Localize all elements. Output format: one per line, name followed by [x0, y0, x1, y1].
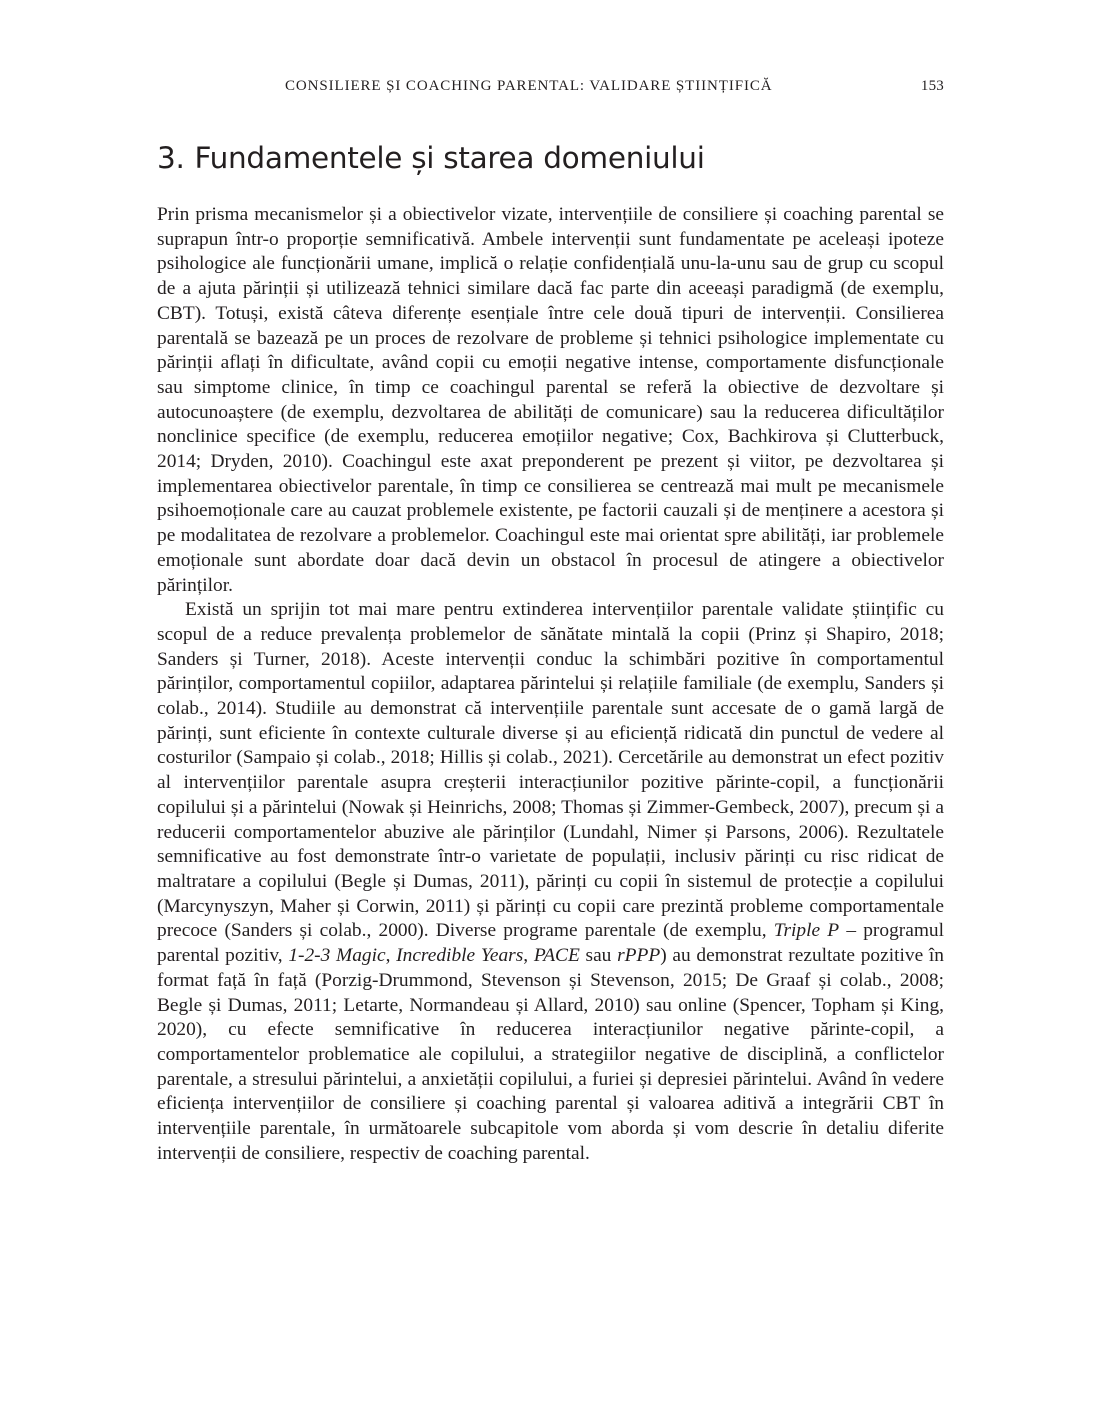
paragraph-2 [157, 598, 944, 1166]
program-rppp: rPPP [617, 945, 661, 967]
body-text [157, 203, 944, 1166]
separator-1: , [385, 945, 397, 967]
paragraph-1: Prin prisma mecanismelor și a obiectivelor vizate, intervențiile de consiliere și coaching parental se suprapun într-o proporție semnificativă. Ambele intervenții sunt fundamentate pe aceleași ipoteze psihologice ale funcționării umane, implică o relație confidențială unu-la-unu sau de grup cu scopul de a ajuta părinții și utilizează tehnici similare dacă fac parte din aceeași paradigmă (de exemplu, CBT). Totuși, există câteva diferențe esențiale între cele două tipuri de intervenții. Consilierea parentală se bazează pe un proces de rezolvare de probleme și tehnici psihologice implementate cu părinții aflați în dificultate, având copii cu emoții negative intense, comportamente disfuncționale sau simptome clinice, în timp ce coachingul parental se referă la obiective de dezvoltare și autocunoaștere (de exemplu, dezvoltarea de abilități de comunicare) sau la reducerea dificultăților nonclinice specifice (de exemplu, reducerea emoțiilor negative; Cox, Bachkirova și Clutterbuck, 2014; Dryden, 2010). Coachingul este axat preponderent pe prezent și viitor, pe dezvoltarea și implementarea obiectivelor parentale, în timp ce consilierea se centrează mai mult pe mecanismele psihoemoționale care au cauzat problemele existente, pe factorii cauzali și de menținere a acestora și pe modalitatea de rezolvare a problemelor. Coachingul este mai orientat spre abilități, iar problemele emoționale sunt abordate doar dacă devin un obstacol în procesul de atingere a obiectivelor părinților. [157, 204, 944, 596]
separator-3: sau [579, 945, 618, 967]
program-incredible-years: Incredible Years [396, 945, 524, 967]
running-head [157, 74, 944, 98]
section-title: Fundamentele și starea domeniului [194, 141, 705, 175]
paragraph-2-text-a: Există un sprijin tot mai mare pentru extinderea intervențiilor parentale validate științific cu scopul de a reduce prevalența problemelor de sănătate mintală la copii (Prinz și Shapiro, 2018; Sanders și Turner, 2018). Aceste intervenții conduc la schimbări pozitive în comportamentul părinților, comportamentul copiilor, adaptarea părintelui și relațiile familiale (de exemplu, Sanders și colab., 2014). Studiile au demonstrat că intervențiile parentale sunt accesate de o gamă largă de părinți, sunt eficiente în contexte culturale diverse și au eficiență ridicată din punctul de vedere al costurilor (Sampaio și colab., 2018; Hillis și colab., 2021). Cercetările au demonstrat un efect pozitiv al intervențiilor parentale asupra creșterii interacțiunilor pozitive părinte-copil, a funcționării copilului și a părintelui (Nowak și Heinrichs, 2008; Thomas și Zimmer-Gembeck, 2007), precum și a reducerii comportamentelor abuzive ale părinților (Lundahl, Nimer și Parsons, 2006). Rezultatele semnificative au fost demonstrate într-o varietate de populații, inclusiv părinți cu risc ridicat de maltratare a copilului (Begle și Dumas, 2011), părinți cu copii în sistemul de protecție a copilului (Marcynyszyn, Maher și Corwin, 2011) și părinți cu copii care prezintă probleme comportamentale precoce (Sanders și colab., 2000). Diverse programe parentale (de exemplu, [157, 599, 944, 942]
program-triple-p: Triple P [773, 920, 840, 942]
section-heading [157, 138, 705, 178]
paragraph-2-text-c: ) au demonstrat rezultate pozitive în format față în față (Porzig-Drummond, Stevenson și Stevenson, 2015; De Graaf și colab., 2008; Begle și Dumas, 2011; Letarte, Normandeau și Allard, 2010) sau online (Spencer, Topham și King, 2020), cu efecte semnificative în reducerea interacțiunilor negative părinte-copil, a comportamentelor problematice ale copilului, a strategiilor negative de disciplină, a conflictelor parentale, a stresului părintelui, a anxietății copilului, a furiei și depresiei părintelui. Având în vedere eficiența intervențiilor de consiliere și coaching parental și valoarea aditivă a integrării CBT în intervențiile parentale, în următoarele subcapitole vom aborda și vom descrie în detaliu diferite intervenții de consiliere, respectiv de coaching parental. [157, 945, 945, 1164]
program-1-2-3-magic: 1-2-3 Magic [288, 945, 386, 967]
page-number: 153 [920, 78, 944, 94]
running-title: CONSILIERE ȘI COACHING PARENTAL: VALIDARE ȘTIINȚIFICĂ [285, 78, 773, 94]
section-number: 3. [157, 141, 185, 175]
separator-2: , [523, 945, 534, 967]
paragraph-2-text-b: – programul parental pozitiv, [157, 920, 944, 967]
program-pace: PACE [533, 945, 580, 967]
